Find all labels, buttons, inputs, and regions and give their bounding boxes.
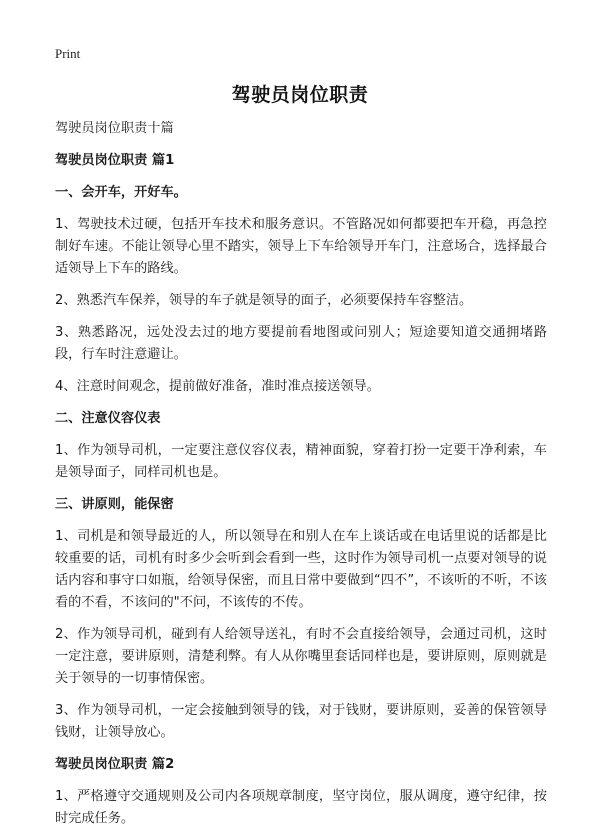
- section-heading-3: 三、讲原则，能保密: [55, 497, 174, 512]
- print-link[interactable]: Print: [55, 46, 81, 61]
- paragraph: 3、作为领导司机，一定会接触到领导的钱，对于钱财，要讲原则，妥善的保管领导钱财，让领导放心。: [55, 703, 547, 740]
- paragraph: 2、熟悉汽车保养，领导的车子就是领导的面子，必须要保持车容整洁。: [55, 293, 473, 308]
- part-heading-1: 驾驶员岗位职责 篇1: [55, 153, 175, 168]
- paragraph: 1、驾驶技术过硬，包括开车技术和服务意识。不管路况如何都要把车开稳，再急控制好车速。不能让领导心里不踏实，领导上下车给领导开车门，注意场合，选择最合适领导上下车的路线。: [55, 217, 547, 276]
- paragraph: 3、熟悉路况，远处没去过的地方要提前看地图或问别人；短途要知道交通拥堵路段，行车时注意避让。: [55, 325, 547, 362]
- part-heading-2: 驾驶员岗位职责 篇2: [55, 757, 175, 772]
- page-title: 驾驶员岗位职责: [231, 84, 369, 106]
- paragraph: 1、司机是和领导最近的人，所以领导在和别人在车上谈话或在电话里说的话都是比较重要的话，司机有时多少会听到会看到一些，这时作为领导司机一点要对领导的说话内容和事守口如瓶，给领导保密，而且日常中要做到“四不”，不该听的不听，不该看的不看，不该问的"不问，不该传的不传。: [55, 529, 547, 610]
- paragraph: 2、作为领导司机，碰到有人给领导送礼，有时不会直接给领导，会通过司机，这时一定注意，要讲原则，清楚利弊。有人从你嘴里套话同样也是，要讲原则，原则就是关于领导的一切事情保密。: [55, 627, 547, 686]
- paragraph: 1、严格遵守交通规则及公司内各项规章制度，坚守岗位，服从调度，遵守纪律，按时完成任务。: [55, 789, 547, 826]
- paragraph: 4、注意时间观念，提前做好准备，准时准点接送领导。: [55, 379, 380, 394]
- paragraph: 1、作为领导司机，一定要注意仪容仪表，精神面貌，穿着打扮一定要干净利索，车是领导面子，同样司机也是。: [55, 443, 547, 480]
- section-heading-1: 一、会开车，开好车。: [55, 185, 187, 200]
- document-subtitle: 驾驶员岗位职责十篇: [55, 121, 174, 136]
- section-heading-2: 二、注意仪容仪表: [55, 411, 161, 426]
- document-body: [55, 118, 547, 840]
